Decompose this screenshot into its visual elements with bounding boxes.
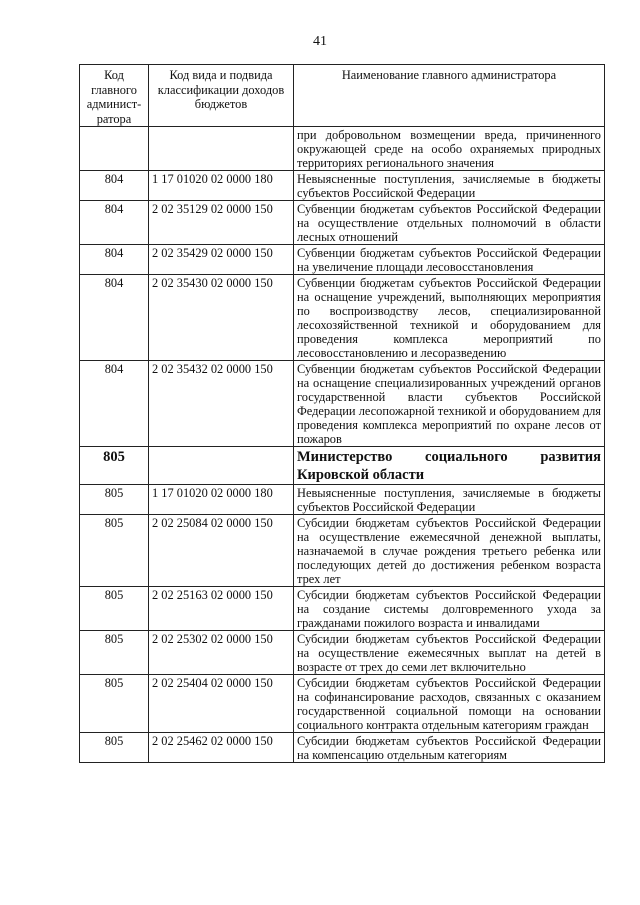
- revenue-code: 2 02 35432 02 0000 150: [149, 361, 294, 447]
- table-row: [80, 587, 605, 631]
- revenue-code: [149, 127, 294, 171]
- admin-code: 804: [80, 245, 149, 275]
- admin-code: 805: [80, 675, 149, 733]
- department-name: Министерство социального развития Кировской области: [294, 447, 605, 485]
- revenue-administrators-table: [79, 64, 605, 763]
- admin-name: Субвенции бюджетам субъектов Российской Федерации на осуществление отдельных полномочий в области лесных отношений: [294, 201, 605, 245]
- page-number: 41: [313, 34, 327, 49]
- revenue-code: 1 17 01020 02 0000 180: [149, 171, 294, 201]
- table-row: [80, 361, 605, 447]
- admin-name: Невыясненные поступления, зачисляемые в бюджеты субъектов Российской Федерации: [294, 485, 605, 515]
- revenue-code: 2 02 25404 02 0000 150: [149, 675, 294, 733]
- header-revenue-code: Код вида и подвида классификации доходов бюджетов: [149, 65, 294, 127]
- admin-name: Субсидии бюджетам субъектов Российской Федерации на создание системы долговременного ухода за гражданами пожилого возраста и инвалидами: [294, 587, 605, 631]
- admin-code: 804: [80, 171, 149, 201]
- admin-code: 805: [80, 733, 149, 763]
- revenue-code: [149, 447, 294, 485]
- header-admin-name: Наименование главного администратора: [294, 65, 605, 127]
- revenue-code: 2 02 25163 02 0000 150: [149, 587, 294, 631]
- admin-name: Субсидии бюджетам субъектов Российской Федерации на компенсацию отдельным категориям: [294, 733, 605, 763]
- revenue-code: 2 02 35129 02 0000 150: [149, 201, 294, 245]
- admin-code: 805: [80, 587, 149, 631]
- admin-name: Невыясненные поступления, зачисляемые в бюджеты субъектов Российской Федерации: [294, 171, 605, 201]
- revenue-code: 2 02 35430 02 0000 150: [149, 275, 294, 361]
- table-row: [80, 485, 605, 515]
- admin-code: 805: [80, 631, 149, 675]
- admin-code: [80, 127, 149, 171]
- table-row: [80, 171, 605, 201]
- table-row: [80, 245, 605, 275]
- revenue-code: 1 17 01020 02 0000 180: [149, 485, 294, 515]
- table-row: [80, 675, 605, 733]
- admin-name: Субсидии бюджетам субъектов Российской Федерации на осуществление ежемесячных выплат на детей в возрасте от трех до семи лет включительно: [294, 631, 605, 675]
- admin-name: Субвенции бюджетам субъектов Российской Федерации на увеличение площади лесовосстановления: [294, 245, 605, 275]
- table-row: [80, 275, 605, 361]
- table-header-row: [80, 65, 605, 127]
- department-code: 805: [80, 447, 149, 485]
- revenue-code: 2 02 25302 02 0000 150: [149, 631, 294, 675]
- table-row: [80, 201, 605, 245]
- admin-code: 804: [80, 361, 149, 447]
- revenue-code: 2 02 25084 02 0000 150: [149, 515, 294, 587]
- department-row: [80, 447, 605, 485]
- admin-name: при добровольном возмещении вреда, причиненного окружающей среде на особо охраняемых природных территориях регионального значения: [294, 127, 605, 171]
- table-row: [80, 733, 605, 763]
- admin-code: 804: [80, 201, 149, 245]
- admin-name: Субвенции бюджетам субъектов Российской Федерации на оснащение специализированных учреждений органов государственной власти субъектов Российской Федерации лесопожарной техникой и оборудованием для проведения комплекса мероприятий по охране лесов от пожаров: [294, 361, 605, 447]
- revenue-code: 2 02 25462 02 0000 150: [149, 733, 294, 763]
- table-row: [80, 631, 605, 675]
- admin-code: 804: [80, 275, 149, 361]
- admin-code: 805: [80, 515, 149, 587]
- table-row: [80, 515, 605, 587]
- admin-name: Субвенции бюджетам субъектов Российской Федерации на оснащение учреждений, выполняющих мероприятия по воспроизводству лесов, специализированной лесохозяйственной техникой и оборудованием для проведения комплекса мероприятий по лесовосстановлению и лесоразведению: [294, 275, 605, 361]
- admin-name: Субсидии бюджетам субъектов Российской Федерации на осуществление ежемесячной денежной выплаты, назначаемой в случае рождения третьего ребенка или последующих детей до достижения ребенком возраста трех лет: [294, 515, 605, 587]
- admin-code: 805: [80, 485, 149, 515]
- admin-name: Субсидии бюджетам субъектов Российской Федерации на софинансирование расходов, связанных с оказанием государственной социальной помощи на основании социального контракта отдельным категориям граждан: [294, 675, 605, 733]
- revenue-code: 2 02 35429 02 0000 150: [149, 245, 294, 275]
- table-row: [80, 127, 605, 171]
- header-admin-code: Код главного админист-ратора: [80, 65, 149, 127]
